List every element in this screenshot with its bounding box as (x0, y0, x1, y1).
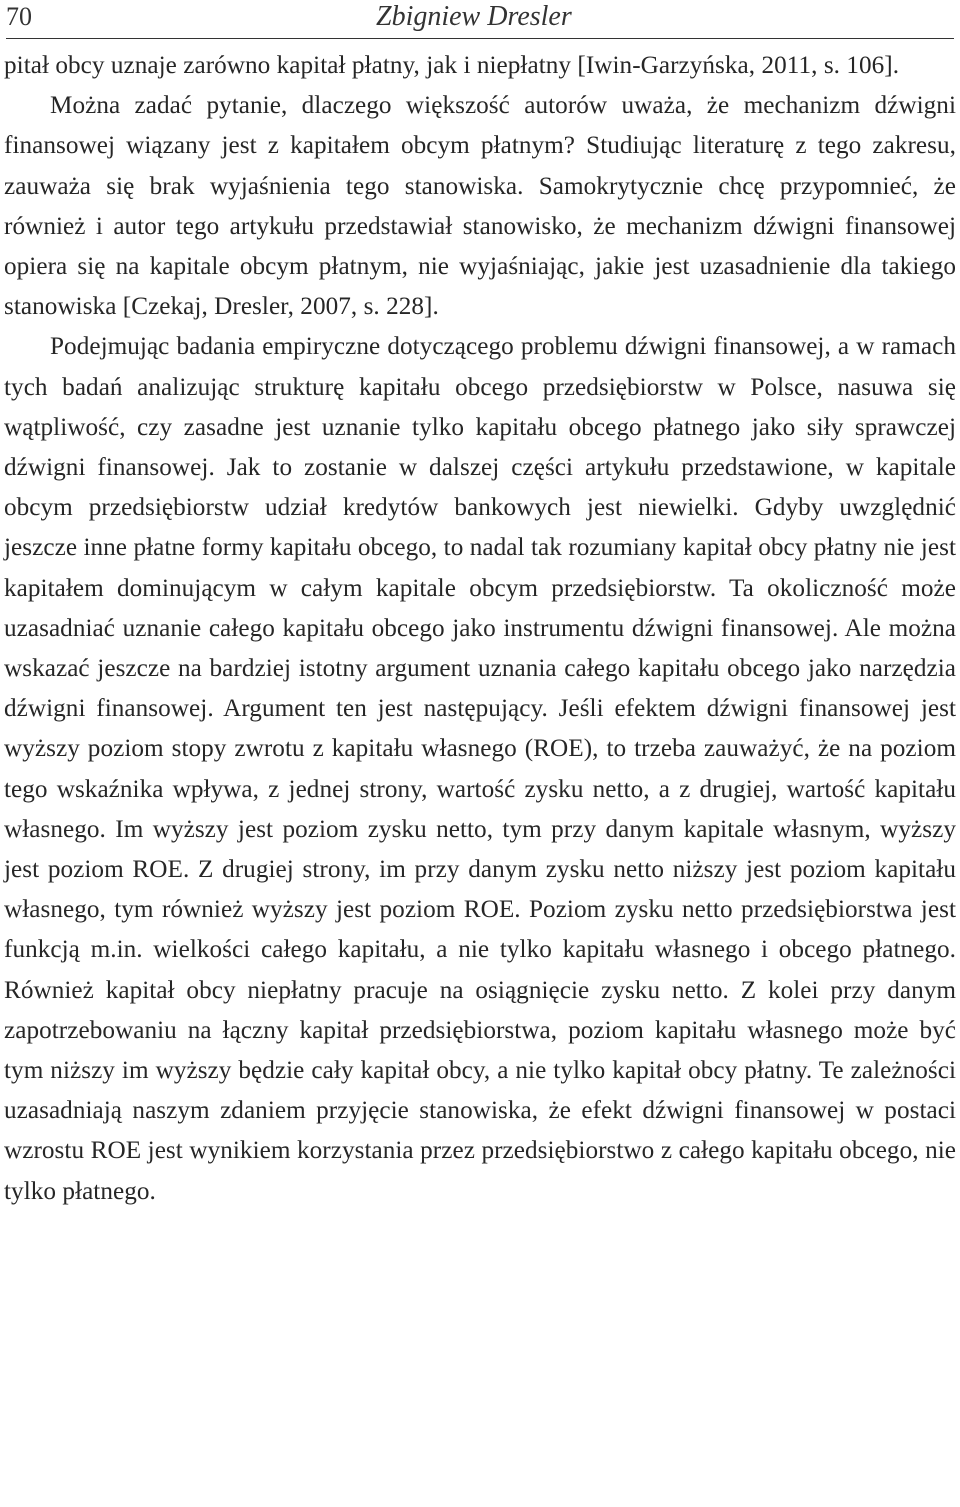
paragraph: Można zadać pytanie, dlaczego większość autorów uważa, że mechanizm dźwigni finansowej wiązany jest z kapitałem obcym płatnym? Studiując literaturę z tego zakresu, zauważa się brak wyjaśnienia tego stanowiska. Samokrytycznie chcę przypomnieć, że również i autor tego artykułu przedstawiał stanowisko, że mechanizm dźwigni finansowej opiera się na kapitale obcym płatnym, nie wyjaśniając, jakie jest uzasadnienie dla takiego stanowiska [Czekaj, Dresler, 2007, s. 228]. (4, 92, 956, 321)
paragraph: Podejmując badania empiryczne dotyczącego problemu dźwigni finansowej, a w ramach tych badań analizując strukturę kapitału obcego przedsiębiorstw w Polsce, nasuwa się wątpliwość, czy zasadne jest uznanie tylko kapitału obcego płatnego jako siły sprawczej dźwigni finansowej. Jak to zostanie w dalszej części artykułu przedstawione, w kapitale obcym przedsiębiorstw udział kredytów bankowych jest niewielki. Gdyby uwzględnić jeszcze inne płatne formy kapitału obcego, to nadal tak rozumiany kapitał obcy płatny nie jest kapitałem dominującym w całym kapitale obcym przedsiębiorstw. Ta okoliczność może uzasadniać uznanie całego kapitału obcego jako instrumentu dźwigni finansowej. Ale można wskazać jeszcze na bardziej istotny argument uznania całego kapitału obcego jako narzędzia dźwigni finansowej. Argument ten jest następujący. Jeśli efektem dźwigni finansowej jest wyższy poziom stopy zwrotu z kapitału własnego (ROE), to trzeba zauważyć, że na poziom tego wskaźnika wpływa, z jednej strony, wartość zysku netto, a z drugiej, wartość kapitału własnego. Im wyższy jest poziom zysku netto, tym przy danym kapitale własnym, wyższy jest poziom ROE. Z drugiej strony, im przy danym zysku netto niższy jest poziom kapitału własnego, tym również wyższy jest poziom ROE. Poziom zysku netto przedsiębiorstwa jest funkcją m.in. wielkości całego kapitału, a nie tylko kapitału własnego i obcego płatnego. Również kapitał obcy niepłatny pracuje na osiągnięcie zysku netto. Z kolei przy danym zapotrzebowaniu na łączny kapitał przedsiębiorstwa, poziom kapitału własnego może być tym niższy im wyższy będzie cały kapitał obcy, a nie tylko kapitał obcy płatny. Te zależności uzasadniają naszym zdaniem przyjęcie stanowiska, że efekt dźwigni finansowej w postaci wzrostu ROE jest wynikiem korzystania przez przedsiębiorstwo z całego kapitału obcego, nie tylko płatnego. (4, 333, 956, 1205)
page-number: 70 (6, 2, 32, 31)
paragraph-continued: pitał obcy uznaje zarówno kapitał płatny, jak i niepłatny [Iwin-Garzyńska, 2011, s. 106]. (4, 52, 900, 79)
body-text (4, 46, 956, 1212)
running-header (6, 0, 954, 39)
running-header-author: Zbigniew Dresler (376, 1, 572, 32)
